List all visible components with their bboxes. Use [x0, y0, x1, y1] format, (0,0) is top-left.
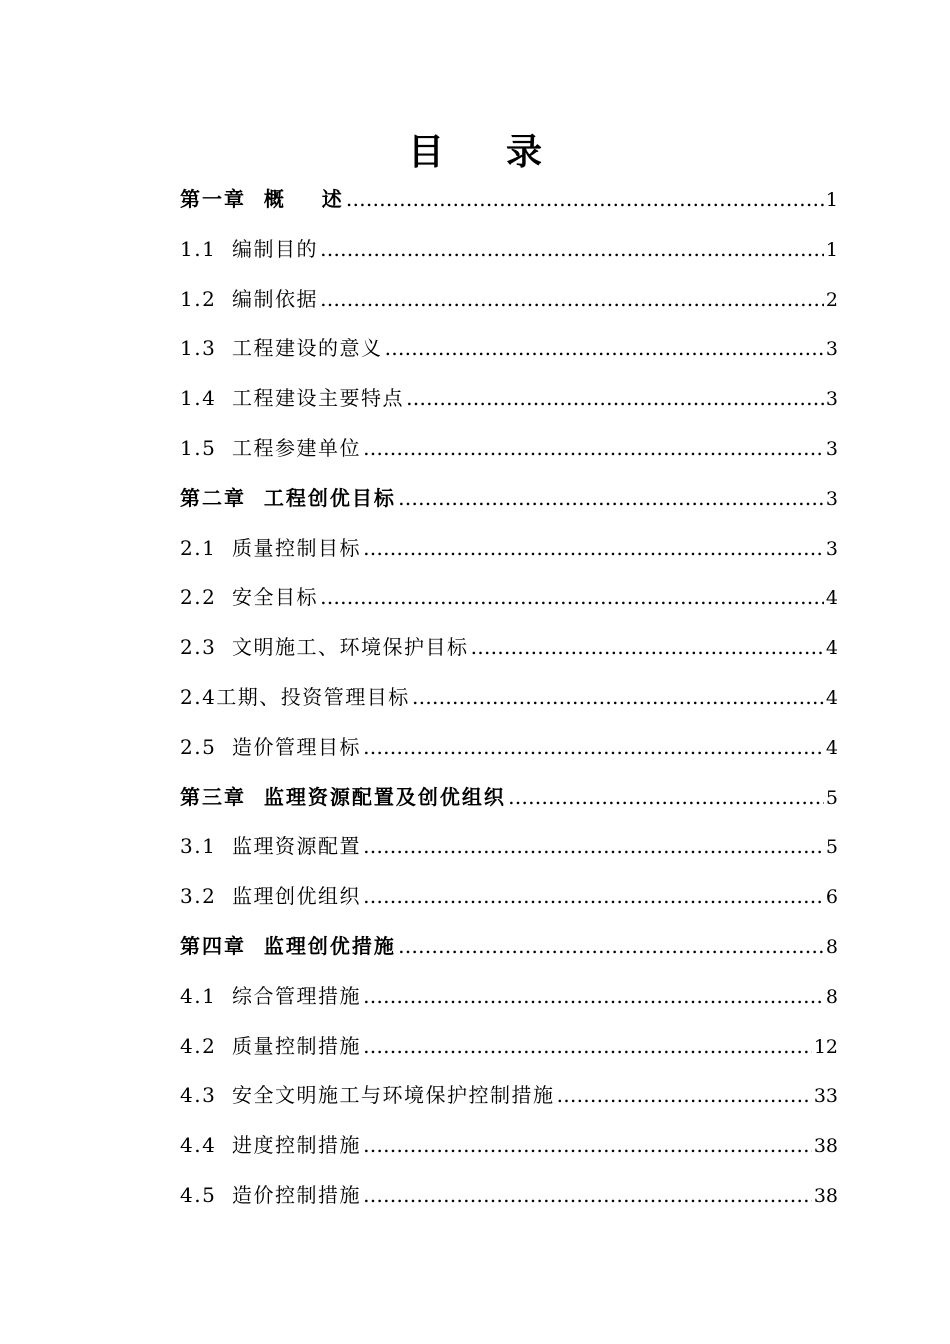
toc-section-entry[interactable]: [180, 723, 838, 773]
toc-title-char-2: 录: [506, 131, 543, 173]
toc-chapter-entry[interactable]: [180, 773, 838, 823]
toc-section-entry[interactable]: [180, 275, 838, 325]
toc-entry-label: 4.3 安全文明施工与环境保护控制措施: [180, 1083, 555, 1108]
toc-entry-label: 第二章 工程创优目标: [180, 485, 396, 510]
toc-section-entry[interactable]: [180, 872, 838, 922]
toc-section-entry[interactable]: [180, 822, 838, 872]
toc-dot-leader: [363, 872, 824, 922]
toc-entry-label: 4.1 综合管理措施: [180, 983, 362, 1008]
toc-page-number: 2: [825, 288, 838, 311]
toc-section-entry[interactable]: [180, 573, 838, 623]
toc-dot-leader: [346, 175, 824, 225]
toc-entry-label: 2.4工期、投资管理目标: [180, 684, 410, 709]
toc-title: [0, 128, 950, 176]
toc-section-entry[interactable]: [180, 1171, 838, 1221]
toc-section-entry[interactable]: [180, 1071, 838, 1121]
toc-page-number: 3: [825, 437, 838, 460]
toc-chapter-entry[interactable]: [180, 474, 838, 524]
toc-page-number: 8: [825, 935, 838, 958]
toc-section-entry[interactable]: [180, 623, 838, 673]
toc-page-number: 1: [825, 189, 838, 211]
toc-dot-leader: [363, 424, 824, 474]
toc-dot-leader: [557, 1071, 812, 1121]
toc-entry-label: 1.1 编制目的: [180, 236, 319, 261]
toc-page-number: 4: [825, 637, 838, 660]
toc-dot-leader: [471, 623, 824, 673]
toc-section-entry[interactable]: [180, 225, 838, 275]
toc-chapter-entry[interactable]: [180, 922, 838, 972]
toc-list: [180, 175, 838, 1221]
toc-entry-label: 2.5 造价管理目标: [180, 734, 362, 759]
toc-entry-label: 2.2 安全目标: [180, 585, 319, 610]
toc-dot-leader: [320, 225, 824, 275]
toc-page-number: 5: [825, 836, 838, 859]
toc-dot-leader: [508, 773, 824, 823]
toc-entry-label: 4.2 质量控制措施: [180, 1033, 362, 1058]
toc-dot-leader: [363, 1121, 812, 1171]
toc-page-number: 1: [825, 238, 838, 261]
toc-dot-leader: [398, 474, 824, 524]
toc-entry-label: 第三章 监理资源配置及创优组织: [180, 784, 506, 809]
toc-dot-leader: [398, 922, 824, 972]
toc-dot-leader: [363, 1022, 812, 1072]
toc-entry-label: 2.1 质量控制目标: [180, 535, 362, 560]
toc-dot-leader: [363, 822, 824, 872]
toc-entry-label: 4.4 进度控制措施: [180, 1133, 362, 1158]
toc-section-entry[interactable]: [180, 972, 838, 1022]
toc-entry-label: 第一章 概 述: [180, 187, 344, 211]
toc-dot-leader: [320, 573, 824, 623]
toc-page-number: 38: [813, 1135, 838, 1158]
toc-section-entry[interactable]: [180, 673, 838, 723]
toc-page-number: 4: [825, 686, 838, 709]
toc-dot-leader: [363, 723, 824, 773]
toc-page-number: 6: [825, 886, 838, 909]
toc-section-entry[interactable]: [180, 1121, 838, 1171]
toc-chapter-entry[interactable]: [180, 175, 838, 225]
toc-page-number: 8: [825, 985, 838, 1008]
toc-page-number: 38: [813, 1184, 838, 1207]
toc-page-number: 4: [825, 736, 838, 759]
toc-dot-leader: [363, 524, 824, 574]
toc-title-char-1: 目: [407, 131, 444, 173]
toc-page-number: 5: [825, 786, 838, 809]
toc-dot-leader: [385, 324, 824, 374]
toc-page-number: 3: [825, 487, 838, 510]
toc-entry-label: 2.3 文明施工、环境保护目标: [180, 635, 469, 660]
toc-dot-leader: [363, 1171, 812, 1221]
toc-entry-label: 1.2 编制依据: [180, 286, 319, 311]
toc-entry-label: 1.3 工程建设的意义: [180, 336, 383, 361]
toc-entry-label: 3.2 监理创优组织: [180, 884, 362, 909]
toc-page-number: 12: [813, 1035, 838, 1058]
toc-section-entry[interactable]: [180, 524, 838, 574]
toc-dot-leader: [406, 374, 824, 424]
toc-page-number: 3: [825, 338, 838, 361]
toc-page-number: 33: [813, 1085, 838, 1108]
toc-section-entry[interactable]: [180, 374, 838, 424]
toc-page-number: 3: [825, 388, 838, 411]
toc-entry-label: 1.4 工程建设主要特点: [180, 386, 405, 411]
toc-entry-label: 4.5 造价控制措施: [180, 1182, 362, 1207]
toc-page-number: 4: [825, 587, 838, 610]
toc-section-entry[interactable]: [180, 324, 838, 374]
toc-entry-label: 1.5 工程参建单位: [180, 435, 362, 460]
toc-dot-leader: [363, 972, 824, 1022]
toc-dot-leader: [320, 275, 824, 325]
toc-dot-leader: [412, 673, 824, 723]
toc-section-entry[interactable]: [180, 424, 838, 474]
toc-section-entry[interactable]: [180, 1022, 838, 1072]
toc-entry-label: 3.1 监理资源配置: [180, 834, 362, 859]
toc-page-number: 3: [825, 537, 838, 560]
toc-entry-label: 第四章 监理创优措施: [180, 933, 396, 958]
